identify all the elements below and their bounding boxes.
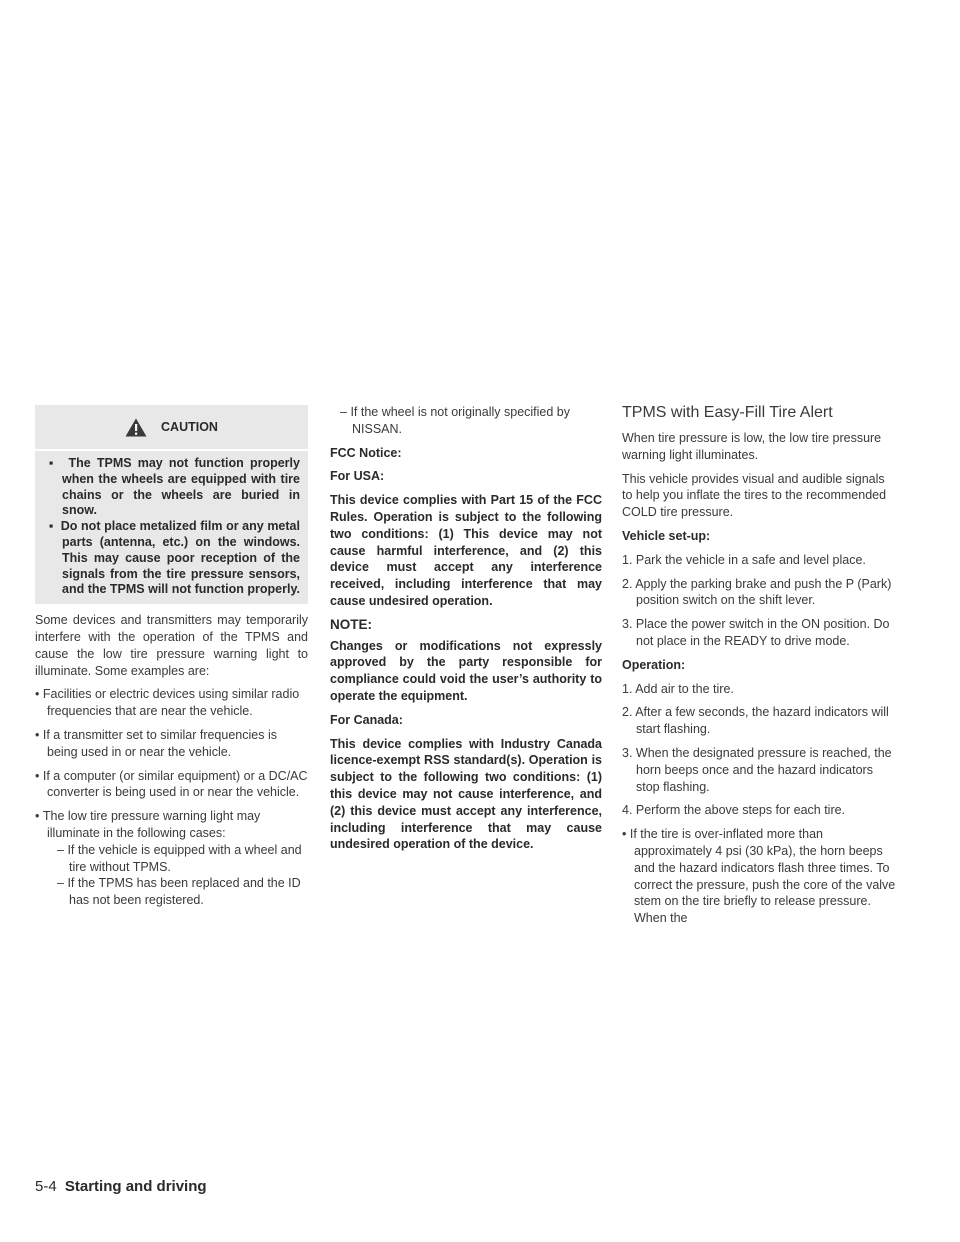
for-canada-heading: For Canada: <box>330 712 403 727</box>
paragraph: This vehicle provides visual and audible signals to help you inflate the tires to the recommended COLD tire pressure. <box>622 471 887 520</box>
caution-item-2: ▪ Do not place metalized film or any metal parts (antenna, etc.) on the windows. This may cause poor reception of the signals from the tire pressure sensors, and the TPMS will not function properly. <box>49 519 300 597</box>
note-text: Changes or modifications not expressly approved by the party responsible for compliance could void the user’s authority to operate the equipment. <box>330 638 602 703</box>
column-1 <box>35 405 308 909</box>
list-item: • If the tire is over-inflated more than approximately 4 psi (30 kPa), the horn beeps and the hazard indicators flash three times. To correct the pressure, push the core of the valve stem on the tire briefly to release pressure. When the <box>622 827 896 926</box>
caution-box <box>35 405 308 604</box>
caution-item-1: ▪ The TPMS may not function properly when the wheels are equipped with tire chains or the wheels are buried in snow. <box>49 456 300 518</box>
operation-heading: Operation: <box>622 657 686 672</box>
page-footer <box>35 1178 207 1195</box>
list-item: 1. Park the vehicle in a safe and level place. <box>622 552 866 567</box>
list-item: • The low tire pressure warning light may illuminate in the following cases: <box>35 809 261 840</box>
sub-list-item: – If the vehicle is equipped with a wheel and tire without TPMS. <box>57 842 302 874</box>
list-item: • If a computer (or similar equipment) or a DC/AC converter is being used in or near the vehicle. <box>35 768 308 800</box>
list-item: • If a transmitter set to similar frequencies is being used in or near the vehicle. <box>35 727 277 759</box>
list-item: 1. Add air to the tire. <box>622 681 734 696</box>
column-2 <box>330 404 602 860</box>
section-heading: TPMS with Easy-Fill Tire Alert <box>622 404 833 421</box>
canada-compliance-text: This device complies with Industry Canada licence-exempt RSS standard(s). Operation is subject to the following two conditions: (1) this device may not cause interference, and (2) this device must accept any interference, including interference that may cause undesired operation of the device. <box>330 736 602 852</box>
section-title: Starting and driving <box>64 1178 207 1195</box>
setup-heading: Vehicle set-up: <box>622 528 711 543</box>
list-item: • Facilities or electric devices using similar radio frequencies that are near the vehicle. <box>35 687 300 719</box>
column-3 <box>622 404 897 934</box>
caution-header <box>35 405 308 451</box>
caution-title: CAUTION <box>161 420 218 434</box>
list-item: 3. Place the power switch in the ON position. Do not place in the READY to drive mode. <box>622 617 890 648</box>
note-heading: NOTE: <box>330 616 372 632</box>
usa-compliance-text: This device complies with Part 15 of the FCC Rules. Operation is subject to the following two conditions: (1) This device may not cause harmful interference, and (2) this device must accept any interference received, including interference that may cause undesired operation. <box>330 493 602 608</box>
sub-list-item: – If the TPMS has been replaced and the ID has not been registered. <box>57 876 301 908</box>
list-item: 3. When the designated pressure is reached, the horn beeps once and the hazard indicators stop flashing. <box>622 745 892 794</box>
warning-icon <box>125 418 147 437</box>
sub-list-item: – If the wheel is not originally specified by NISSAN. <box>340 405 570 436</box>
page-number: 5-4 <box>35 1178 57 1195</box>
paragraph: When tire pressure is low, the low tire pressure warning light illuminates. <box>622 431 882 462</box>
fcc-notice-heading: FCC Notice: <box>330 445 402 460</box>
intro-paragraph: Some devices and transmitters may temporarily interfere with the operation of the TPMS and cause the low tire pressure warning light to illuminate. Some examples are: <box>35 613 308 678</box>
for-usa-heading: For USA: <box>330 469 385 484</box>
list-item: 2. After a few seconds, the hazard indicators will start flashing. <box>622 705 889 737</box>
list-item: 2. Apply the parking brake and push the P (Park) position switch on the shift lever. <box>622 576 892 608</box>
list-item: 4. Perform the above steps for each tire. <box>622 803 846 818</box>
